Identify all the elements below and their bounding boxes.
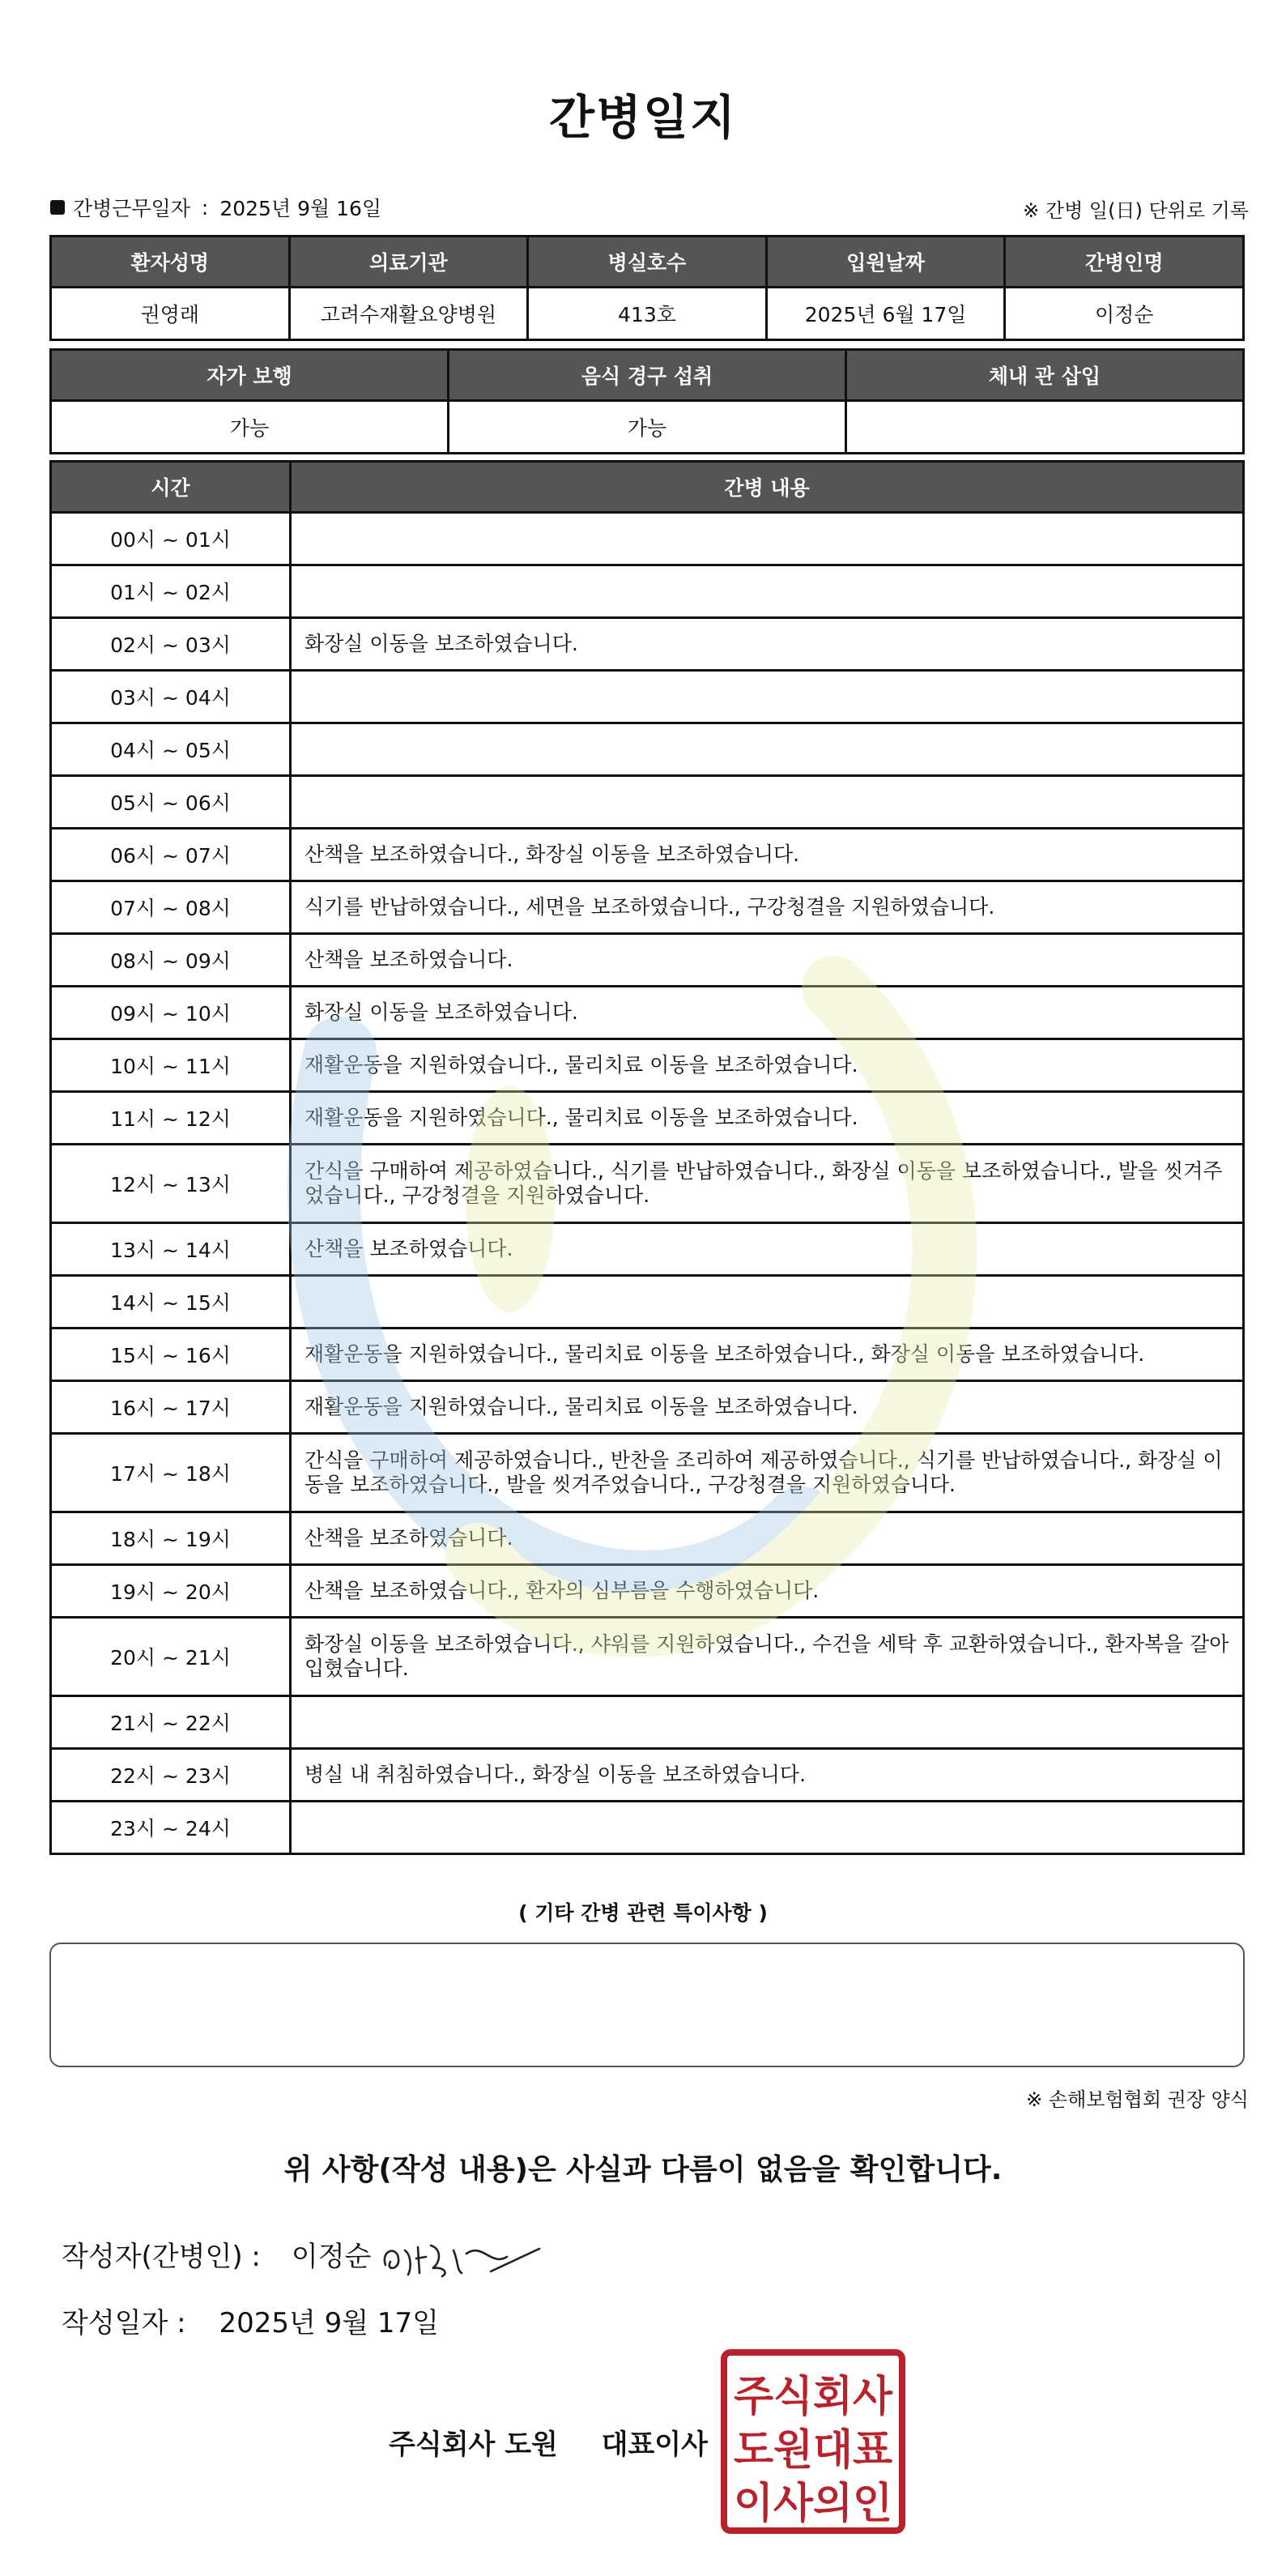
care-content: 화장실 이동을 보조하였습니다.	[291, 618, 1244, 671]
table-row	[51, 934, 1244, 987]
table-row	[51, 513, 1244, 565]
care-content: 병실 내 취침하였습니다., 화장실 이동을 보조하였습니다.	[291, 1749, 1244, 1802]
table-row	[51, 881, 1244, 934]
writer-name: 이정순	[291, 2241, 372, 2273]
status-header-row	[51, 350, 1244, 401]
svg-text:이사의인: 이사의인	[734, 2480, 892, 2528]
walking-value: 가능	[51, 401, 449, 454]
hospital-name: 고려수재활요양병원	[289, 288, 528, 340]
care-log-table	[49, 460, 1245, 1855]
table-row	[51, 987, 1244, 1039]
bullet-square-icon	[50, 200, 65, 215]
page-title: 간병일지	[548, 90, 738, 145]
work-date-separator: :	[201, 195, 209, 220]
header-room: 병실호수	[528, 237, 767, 288]
caregiver-name: 이정순	[1005, 288, 1244, 340]
room-number: 413호	[528, 288, 767, 340]
care-content: 식기를 반납하였습니다., 세면을 보조하였습니다., 구강청결을 지원하였습니다.	[291, 881, 1244, 934]
time-slot: 17시 ~ 18시	[51, 1434, 291, 1512]
time-slot: 09시 ~ 10시	[51, 987, 291, 1039]
patient-info-table	[49, 235, 1245, 341]
time-slot: 06시 ~ 07시	[51, 829, 291, 881]
table-row	[51, 1802, 1244, 1854]
table-row	[51, 1223, 1244, 1276]
time-slot: 11시 ~ 12시	[51, 1092, 291, 1145]
written-date-value: 2025년 9월 17일	[219, 2307, 440, 2339]
care-content	[291, 1802, 1244, 1854]
care-content: 간식을 구매하여 제공하였습니다., 식기를 반납하였습니다., 화장실 이동을 보조하였습니다., 발을 씻겨주었습니다., 구강청결을 지원하였습니다.	[291, 1145, 1244, 1223]
written-date-label: 작성일자 :	[62, 2307, 186, 2339]
oral-intake-value: 가능	[449, 401, 846, 454]
company-rep-title: 대표이사	[601, 2429, 708, 2461]
header-patient-name: 환자성명	[51, 237, 290, 288]
special-notes-label: ( 기타 간병 관련 특이사항 )	[518, 1901, 768, 1925]
table-row	[51, 1512, 1244, 1565]
care-content: 재활운동을 지원하였습니다., 물리치료 이동을 보조하였습니다., 화장실 이동을 보조하였습니다.	[291, 1329, 1244, 1381]
written-date-line	[62, 2301, 439, 2340]
time-slot: 00시 ~ 01시	[51, 513, 291, 565]
care-content: 화장실 이동을 보조하였습니다., 샤워를 지원하였습니다., 수건을 세탁 후 교환하였습니다., 환자복을 갈아입혔습니다.	[291, 1618, 1244, 1696]
care-content	[291, 723, 1244, 776]
table-row	[51, 1329, 1244, 1381]
table-row	[51, 776, 1244, 829]
table-row	[51, 1145, 1244, 1223]
work-date-label: 간병근무일자	[73, 197, 190, 220]
table-row	[51, 565, 1244, 618]
time-slot: 23시 ~ 24시	[51, 1802, 291, 1854]
header-caregiver-name: 간병인명	[1005, 237, 1244, 288]
table-row	[51, 829, 1244, 881]
table-row	[51, 723, 1244, 776]
care-content	[291, 671, 1244, 723]
tube-value	[846, 401, 1244, 454]
log-header-row	[51, 462, 1244, 513]
care-content: 산책을 보조하였습니다.	[291, 1223, 1244, 1276]
special-notes-box	[49, 1943, 1245, 2067]
table-row	[51, 1696, 1244, 1749]
care-content: 재활운동을 지원하였습니다., 물리치료 이동을 보조하였습니다.	[291, 1039, 1244, 1092]
care-content: 산책을 보조하였습니다.	[291, 1512, 1244, 1565]
work-date-value: 2025년 9월 16일	[219, 197, 382, 220]
table-row	[51, 1565, 1244, 1618]
unit-note: ※ 간병 일(日) 단위로 기록	[1023, 199, 1249, 222]
care-content: 간식을 구매하여 제공하였습니다., 반찬을 조리하여 제공하였습니다., 식기를 반납하였습니다., 화장실 이동을 보조하였습니다., 발을 씻겨주었습니다., 구강청결을 지원하였습니다.	[291, 1434, 1244, 1512]
time-slot: 14시 ~ 15시	[51, 1276, 291, 1329]
table-row	[51, 1039, 1244, 1092]
patient-value-row	[51, 288, 1244, 340]
header-tube: 체내 관 삽입	[846, 350, 1244, 401]
time-slot: 22시 ~ 23시	[51, 1749, 291, 1802]
time-slot: 19시 ~ 20시	[51, 1565, 291, 1618]
signature-icon	[369, 2226, 547, 2283]
care-content: 산책을 보조하였습니다., 환자의 심부름을 수행하였습니다.	[291, 1565, 1244, 1618]
care-content: 재활운동을 지원하였습니다., 물리치료 이동을 보조하였습니다.	[291, 1092, 1244, 1145]
time-slot: 21시 ~ 22시	[51, 1696, 291, 1749]
time-slot: 12시 ~ 13시	[51, 1145, 291, 1223]
svg-text:주식회사: 주식회사	[734, 2373, 893, 2421]
time-slot: 08시 ~ 09시	[51, 934, 291, 987]
table-row	[51, 618, 1244, 671]
time-slot: 04시 ~ 05시	[51, 723, 291, 776]
company-seal-icon	[719, 2348, 907, 2535]
header-oral-intake: 음식 경구 섭취	[449, 350, 846, 401]
care-content	[291, 513, 1244, 565]
header-admission-date: 입원날짜	[766, 237, 1005, 288]
care-content: 산책을 보조하였습니다.	[291, 934, 1244, 987]
care-content	[291, 1276, 1244, 1329]
table-row	[51, 1276, 1244, 1329]
company-line	[389, 2422, 708, 2462]
writer-label: 작성자(간병인) :	[62, 2241, 261, 2273]
header-walking: 자가 보행	[51, 350, 449, 401]
time-slot: 16시 ~ 17시	[51, 1381, 291, 1434]
patient-status-table	[49, 348, 1245, 454]
table-row	[51, 1434, 1244, 1512]
time-slot: 05시 ~ 06시	[51, 776, 291, 829]
recommend-note: ※ 손해보험협회 권장 양식	[1026, 2088, 1249, 2111]
work-date	[50, 193, 381, 222]
care-content: 재활운동을 지원하였습니다., 물리치료 이동을 보조하였습니다.	[291, 1381, 1244, 1434]
company-name: 주식회사 도원	[389, 2429, 558, 2461]
header-hospital: 의료기관	[289, 237, 528, 288]
care-content	[291, 1696, 1244, 1749]
patient-header-row	[51, 237, 1244, 288]
header-time: 시간	[51, 462, 291, 513]
header-care-content: 간병 내용	[291, 462, 1244, 513]
table-row	[51, 1092, 1244, 1145]
confirmation-statement: 위 사항(작성 내용)은 사실과 다름이 없음을 확인합니다.	[283, 2153, 1003, 2186]
time-slot: 18시 ~ 19시	[51, 1512, 291, 1565]
time-slot: 03시 ~ 04시	[51, 671, 291, 723]
table-row	[51, 671, 1244, 723]
writer-line	[62, 2234, 371, 2274]
care-content	[291, 776, 1244, 829]
table-row	[51, 1381, 1244, 1434]
care-content: 화장실 이동을 보조하였습니다.	[291, 987, 1244, 1039]
time-slot: 01시 ~ 02시	[51, 565, 291, 618]
time-slot: 02시 ~ 03시	[51, 618, 291, 671]
admission-date: 2025년 6월 17일	[766, 288, 1005, 340]
patient-name: 권영래	[51, 288, 290, 340]
time-slot: 20시 ~ 21시	[51, 1618, 291, 1696]
svg-text:도원대표: 도원대표	[734, 2426, 892, 2475]
table-row	[51, 1749, 1244, 1802]
care-content	[291, 565, 1244, 618]
time-slot: 13시 ~ 14시	[51, 1223, 291, 1276]
table-row	[51, 1618, 1244, 1696]
time-slot: 10시 ~ 11시	[51, 1039, 291, 1092]
time-slot: 15시 ~ 16시	[51, 1329, 291, 1381]
care-content: 산책을 보조하였습니다., 화장실 이동을 보조하였습니다.	[291, 829, 1244, 881]
time-slot: 07시 ~ 08시	[51, 881, 291, 934]
status-value-row	[51, 401, 1244, 454]
